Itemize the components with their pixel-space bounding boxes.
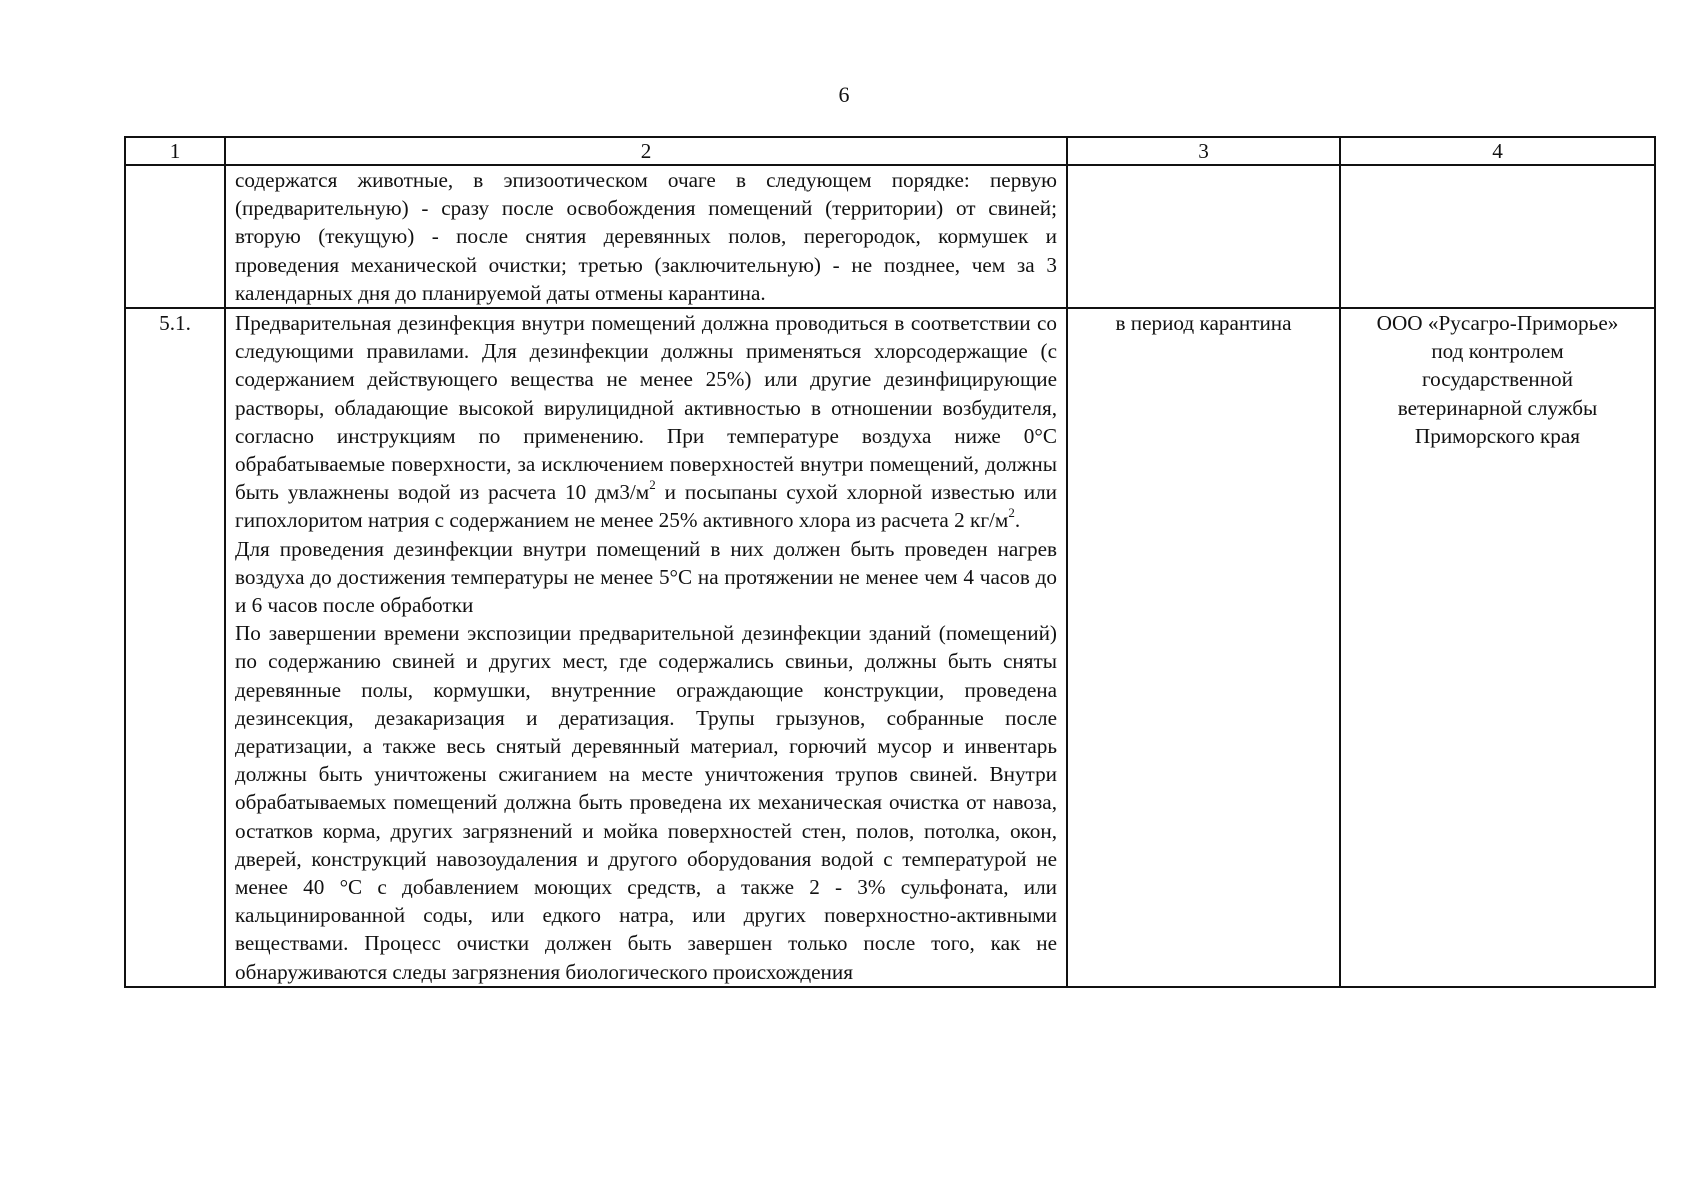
table-row-5-1 (125, 308, 1655, 987)
measure-description-cell (225, 308, 1067, 987)
measure-paragraph-1 (235, 309, 1057, 535)
measure-paragraph-2: Для проведения дезинфекции внутри помещений в них должен быть проведен нагрев воздуха до достижения температуры не менее 5°С на протяжении не менее чем 4 часов до и 6 часов после обработки (235, 536, 1057, 618)
continuation-text-cell (225, 165, 1067, 308)
responsible-line-5: Приморского края (1414, 423, 1581, 448)
column-header-1: 1 (125, 137, 225, 165)
paragraph-1-part-c: . (1014, 508, 1021, 533)
superscript-square-1: 2 (649, 477, 656, 493)
column-header-2: 2 (225, 137, 1067, 165)
row-number: 5.1. (125, 308, 225, 987)
paragraph-1-part-a: Предварительная дезинфекция внутри помещений должна проводиться в соответствии со следующими правилами. Для дезинфекции должны применяться хлорсодержащие (с содержанием действующего вещества не менее 25%) или другие дезинфицирующие растворы, обладающие высокой вирулицидной активностью в отношении возбудителя, согласно инструкциям по применению. При температуре воздуха ниже 0°С обрабатываемые поверхности, за исключением поверхностей внутри помещений, должны быть увлажнены водой из расчета 10 дм3/м (235, 311, 1057, 505)
continuation-text: содержатся животные, в эпизоотическом очаге в следующем порядке: первую (предварительную) - сразу после освобождения помещений (территории) от свиней; вторую (текущую) - после снятия деревянных полов, перегородок, кормушек и проведения механической очистки; третью (заключительную) - не позднее, чем за 3 календарных дня до планируемой даты отмены карантина. (235, 168, 1057, 305)
continuation-period-cell (1067, 165, 1340, 308)
continuation-responsible-cell (1340, 165, 1655, 308)
page-number: 6 (838, 82, 850, 107)
responsible-line-3: государственной (1421, 367, 1573, 392)
continuation-number-cell (125, 165, 225, 308)
responsible-cell (1340, 308, 1655, 987)
responsible-line-1: ООО «Русагро-Приморье» (1376, 311, 1619, 336)
measure-paragraph-3: По завершении времени экспозиции предварительной дезинфекции зданий (помещений) по содержанию свиней и других мест, где содержались свиньи, должны быть сняты деревянные полы, кормушки, внутренние ограждающие конструкции, проведена дезинсекция, дезакаризация и дератизация. Трупы грызунов, собранные после дератизации, а также весь снятый деревянный материал, горючий мусор и инвентарь должны быть уничтожены сжиганием на месте уничтожения трупов свиней. Внутри обрабатываемых помещений должна быть проведена их механическая очистка от навоза, остатков корма, других загрязнений и мойка поверхностей стен, полов, потолка, окон, дверей, конструкций навозоудаления и другого оборудования водой с температурой не менее 40 °С с добавлением моющих средств, а также 2 - 3% сульфоната, или кальцинированной соды, или едкого натра, или других поверхностно-активными веществами. Процесс очистки должен быть завершен только после того, как не обнаруживаются следы загрязнения биологического происхождения (235, 621, 1057, 984)
paragraph-1-part-b: и посыпаны сухой хлорной известью или гипохлоритом натрия с содержанием не менее 25% активного хлора из расчета 2 кг/м (235, 480, 1057, 533)
column-header-3: 3 (1067, 137, 1340, 165)
table-row-continuation (125, 165, 1655, 308)
measures-table (124, 136, 1656, 988)
table-header-row (125, 137, 1655, 165)
period-cell: в период карантина (1067, 308, 1340, 987)
responsible-line-4: ветеринарной службы (1397, 395, 1598, 420)
responsible-line-2: под контролем (1431, 339, 1564, 364)
column-header-4: 4 (1340, 137, 1655, 165)
superscript-square-2: 2 (1008, 505, 1015, 521)
